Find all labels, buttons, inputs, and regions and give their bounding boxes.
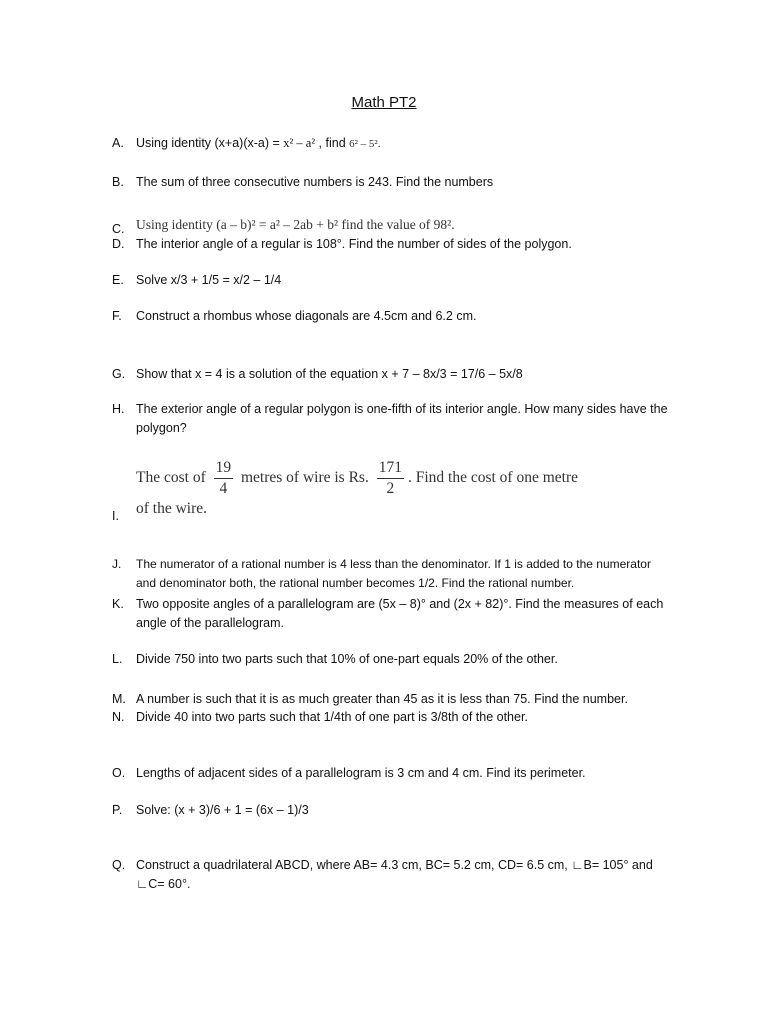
question-text: The sum of three consecutive numbers is 243. Find the numbers	[136, 175, 494, 189]
question-label: D.	[112, 237, 125, 251]
question-a	[112, 134, 672, 154]
question-label: J.	[112, 557, 122, 571]
question-label: P.	[112, 803, 123, 817]
question-d	[112, 235, 672, 254]
question-e	[112, 271, 672, 290]
question-l	[112, 650, 672, 669]
question-o	[112, 764, 672, 783]
question-text: Solve x/3 + 1/5 = x/2 – 1/4	[136, 273, 282, 287]
question-label: E.	[112, 273, 124, 287]
question-text: Using identity (x+a)(x-a) =	[136, 136, 284, 150]
question-c	[112, 215, 672, 234]
fraction-denominator: 4	[219, 479, 228, 497]
identity-expression: x² – a²	[283, 136, 316, 150]
question-text: Solve: (x + 3)/6 + 1 = (6x – 1)/3	[136, 803, 309, 817]
question-text: Show that x = 4 is a solution of the equation x + 7 – 8x/3 = 17/6 – 5x/8	[136, 367, 523, 381]
target-expression: 6² – 5².	[349, 138, 381, 150]
fraction-numerator: 19	[214, 458, 234, 479]
question-label: Q.	[112, 858, 126, 872]
fraction-cost	[377, 458, 404, 499]
question-label: B.	[112, 175, 124, 189]
page-title: Math PT2	[351, 94, 417, 111]
question-n	[112, 708, 672, 727]
question-text-cont: . Find the cost of one metre	[407, 469, 578, 486]
question-text-line2: of the wire.	[136, 500, 208, 517]
question-text: The numerator of a rational number is 4 less than the denominator. If 1 is added to the numerator and denominator both, the rational number becomes 1/2. Find the rational number.	[136, 557, 651, 590]
question-text: The exterior angle of a regular polygon is one-fifth of its interior angle. How many sides have the polygon?	[136, 402, 668, 435]
question-label: C.	[112, 222, 125, 236]
question-label: F.	[112, 309, 122, 323]
question-label: M.	[112, 692, 126, 706]
question-label: L.	[112, 652, 123, 666]
question-text: Construct a quadrilateral ABCD, where AB= 4.3 cm, BC= 5.2 cm, CD= 6.5 cm, ∟B= 105° and ∟C= 60°.	[136, 858, 653, 891]
fraction-length	[214, 458, 234, 499]
question-text: Divide 750 into two parts such that 10% of one-part equals 20% of the other.	[136, 652, 558, 666]
question-m	[112, 690, 672, 709]
question-text: Construct a rhombus whose diagonals are 4.5cm and 6.2 cm.	[136, 309, 477, 323]
question-label: H.	[112, 402, 125, 416]
question-label: K.	[112, 597, 124, 611]
question-k	[112, 595, 672, 633]
question-label: G.	[112, 367, 126, 381]
question-text: Using identity (a – b)² = a² – 2ab + b² find the value of 98².	[136, 217, 455, 232]
fraction-numerator: 171	[377, 458, 404, 479]
question-text: Two opposite angles of a parallelogram are (5x – 8)° and (2x + 82)°. Find the measures of each angle of the parallelogram.	[136, 597, 664, 630]
fraction-denominator: 2	[386, 479, 395, 497]
question-b	[112, 173, 672, 192]
question-text: Divide 40 into two parts such that 1/4th of one part is 3/8th of the other.	[136, 710, 528, 724]
question-text-cont: metres of wire is Rs.	[240, 469, 369, 486]
question-h	[112, 400, 672, 438]
question-q	[112, 856, 672, 894]
question-j	[112, 555, 672, 593]
question-text: The interior angle of a regular is 108°. Find the number of sides of the polygon.	[136, 237, 572, 251]
question-label: I.	[112, 509, 119, 523]
question-f	[112, 307, 672, 326]
question-text: Lengths of adjacent sides of a parallelogram is 3 cm and 4 cm. Find its perimeter.	[136, 766, 586, 780]
question-p	[112, 801, 672, 820]
question-text-cont: , find	[315, 136, 350, 150]
question-label: O.	[112, 766, 126, 780]
question-g	[112, 365, 672, 384]
question-text: The cost of	[136, 469, 206, 486]
question-text: A number is such that it is as much greater than 45 as it is less than 75. Find the number.	[136, 692, 628, 706]
question-i-image	[136, 454, 636, 518]
question-label: A.	[112, 136, 124, 150]
question-label: N.	[112, 710, 125, 724]
